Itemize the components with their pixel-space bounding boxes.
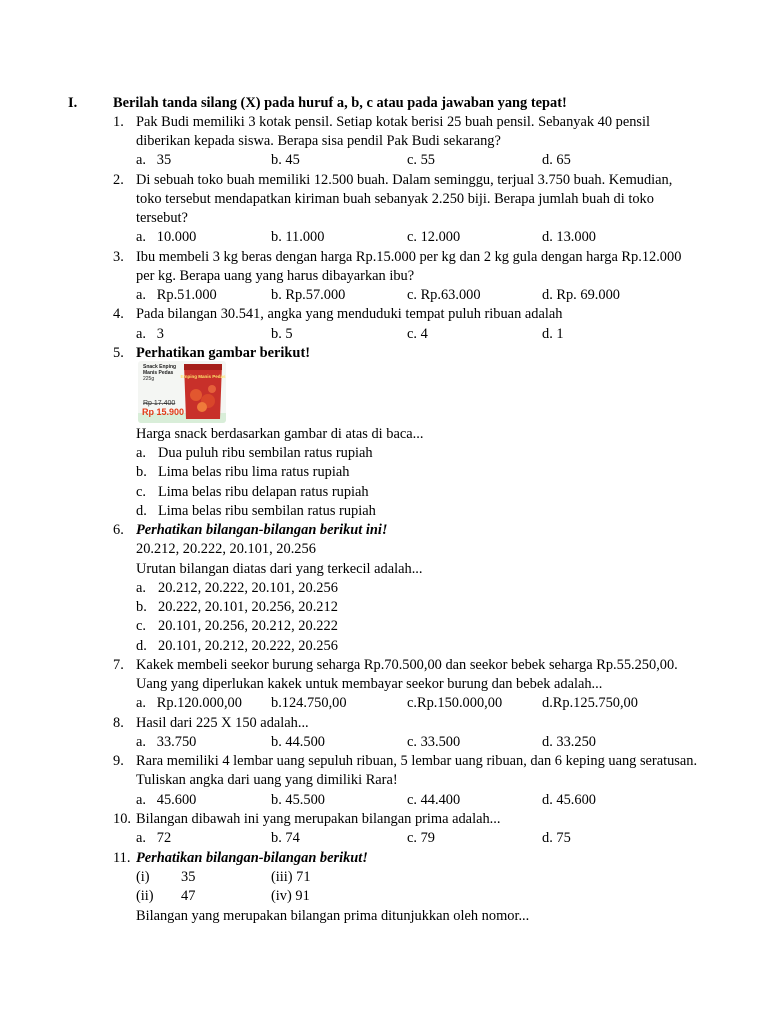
section-title: Berilah tanda silang (X) pada huruf a, b, c atau pada jawaban yang tepat! [113,95,567,111]
item-iii: (iii) 71 [271,869,311,885]
option-c: c. 55 [407,152,435,168]
question-heading: Perhatikan bilangan-bilangan berikut ini! [136,522,388,538]
option-b: b. 44.500 [271,734,325,750]
option-a: a. Rp.51.000 [136,287,217,303]
option-d: d. 65 [542,152,571,168]
option-c-text: 20.101, 20.256, 20.212, 20.222 [158,618,338,634]
snack-old-price: Rp 17.400 [143,400,176,407]
option-d: d. 33.250 [542,734,596,750]
option-a: a. 10.000 [136,229,197,245]
question-number: 7. [113,657,124,673]
option-b: b.124.750,00 [271,695,347,711]
option-d: d. Rp. 69.000 [542,287,620,303]
option-b: b. Rp.57.000 [271,287,346,303]
option-c: c.Rp.150.000,00 [407,695,503,711]
snack-new-price: Rp 15.900 [142,407,185,417]
option-a-letter: a. [136,580,146,596]
option-c: c. 12.000 [407,229,461,245]
option-c-letter: c. [136,618,146,634]
option-d: d.Rp.125.750,00 [542,695,638,711]
option-b-text: Lima belas ribu lima ratus rupiah [158,464,350,480]
option-d: d. 13.000 [542,229,596,245]
snack-text-3: 225g [143,376,155,382]
question-text: Di sebuah toko buah memiliki 12.500 buah. Dalam seminggu, terjual 3.750 buah. Kemudian, [136,172,673,188]
question-text: Pak Budi memiliki 3 kotak pensil. Setiap kotak berisi 25 buah pensil. Sebanyak 40 pensil [136,114,651,130]
question-text: diberikan kepada siswa. Berapa sisa pendil Pak Budi sekarang? [136,133,501,149]
option-c-text: Lima belas ribu delapan ratus rupiah [158,484,369,500]
snack-text-1: Snack Enping [143,364,177,370]
question-number: 8. [113,715,124,731]
option-b-text: 20.222, 20.101, 20.256, 20.212 [158,599,338,615]
option-a-text: 20.212, 20.222, 20.101, 20.256 [158,580,338,596]
option-b: b. 74 [271,830,300,846]
question-number: 1. [113,114,124,130]
option-c: c. 4 [407,326,428,342]
question-text: Rara memiliki 4 lembar uang sepuluh ribuan, 5 lembar uang ribuan, dan 6 keping uang seratusan. [136,753,698,769]
question-text: Kakek membeli seekor burung seharga Rp.70.500,00 dan seekor bebek seharga Rp.55.250,00. [136,657,678,673]
question-number: 2. [113,172,124,188]
option-a: a. 72 [136,830,172,846]
question-heading: Perhatikan bilangan-bilangan berikut! [136,850,368,866]
question-number: 3. [113,249,124,265]
option-a-text: Dua puluh ribu sembilan ratus rupiah [158,445,373,461]
option-d-text: 20.101, 20.212, 20.222, 20.256 [158,638,338,654]
option-a: a. 35 [136,152,172,168]
option-b: b. 45 [271,152,300,168]
option-d: d. 1 [542,326,564,342]
item-iv: (iv) 91 [271,888,310,904]
snack-bag-label: Emping Manis Pedas [180,374,226,379]
option-b: b. 11.000 [271,229,325,245]
question-text: per kg. Berapa uang yang harus dibayarkan ibu? [136,268,415,284]
option-a: a. 3 [136,326,164,342]
option-b: b. 45.500 [271,792,325,808]
option-b: b. 5 [271,326,293,342]
question-stem: Harga snack berdasarkan gambar di atas di baca... [136,426,424,442]
section-number: I. [68,95,78,111]
option-a-letter: a. [136,445,146,461]
question-text: Pada bilangan 30.541, angka yang menduduki tempat puluh ribuan adalah [136,306,563,322]
question-number: 9. [113,753,124,769]
option-c: c. 33.500 [407,734,461,750]
snack-product-image [138,361,226,423]
question-number: 10. [113,811,131,827]
question-heading: Perhatikan gambar berikut! [136,345,311,361]
option-d-letter: d. [136,638,147,654]
snack-text-2: Manis Pedas [143,370,174,376]
question-stem: Urutan bilangan diatas dari yang terkecil adalah... [136,561,423,577]
question-number: 4. [113,306,124,322]
option-c: c. Rp.63.000 [407,287,481,303]
option-c: c. 44.400 [407,792,461,808]
item-ii-label: (ii) [136,888,154,904]
option-d: d. 75 [542,830,571,846]
option-d: d. 45.600 [542,792,596,808]
question-number: 11. [113,850,131,866]
question-text: toko tersebut mendapatkan kiriman buah sebanyak 2.250 biji. Berapa jumlah buah di toko [136,191,654,207]
question-text: Ibu membeli 3 kg beras dengan harga Rp.15.000 per kg dan 2 kg gula dengan harga Rp.12.000 [136,249,682,265]
question-text: Bilangan dibawah ini yang merupakan bilangan prima adalah... [136,811,501,827]
option-a: a. 45.600 [136,792,197,808]
item-ii-value: 47 [181,888,196,904]
option-c-letter: c. [136,484,146,500]
number-list: 20.212, 20.222, 20.101, 20.256 [136,541,316,557]
question-number: 6. [113,522,124,538]
question-text: Uang yang diperlukan kakek untuk membayar seekor burung dan bebek adalah... [136,676,603,692]
question-text: tersebut? [136,210,188,226]
question-text: Hasil dari 225 X 150 adalah... [136,715,309,731]
option-d-letter: d. [136,503,147,519]
item-i-label: (i) [136,869,150,885]
question-number: 5. [113,345,124,361]
option-b-letter: b. [136,599,147,615]
option-b-letter: b. [136,464,147,480]
question-stem: Bilangan yang merupakan bilangan prima ditunjukkan oleh nomor... [136,908,530,924]
option-a: a. Rp.120.000,00 [136,695,242,711]
option-d-text: Lima belas ribu sembilan ratus rupiah [158,503,376,519]
option-c: c. 79 [407,830,435,846]
option-a: a. 33.750 [136,734,197,750]
question-text: Tuliskan angka dari uang yang dimiliki Rara! [136,772,398,788]
item-i-value: 35 [181,869,196,885]
